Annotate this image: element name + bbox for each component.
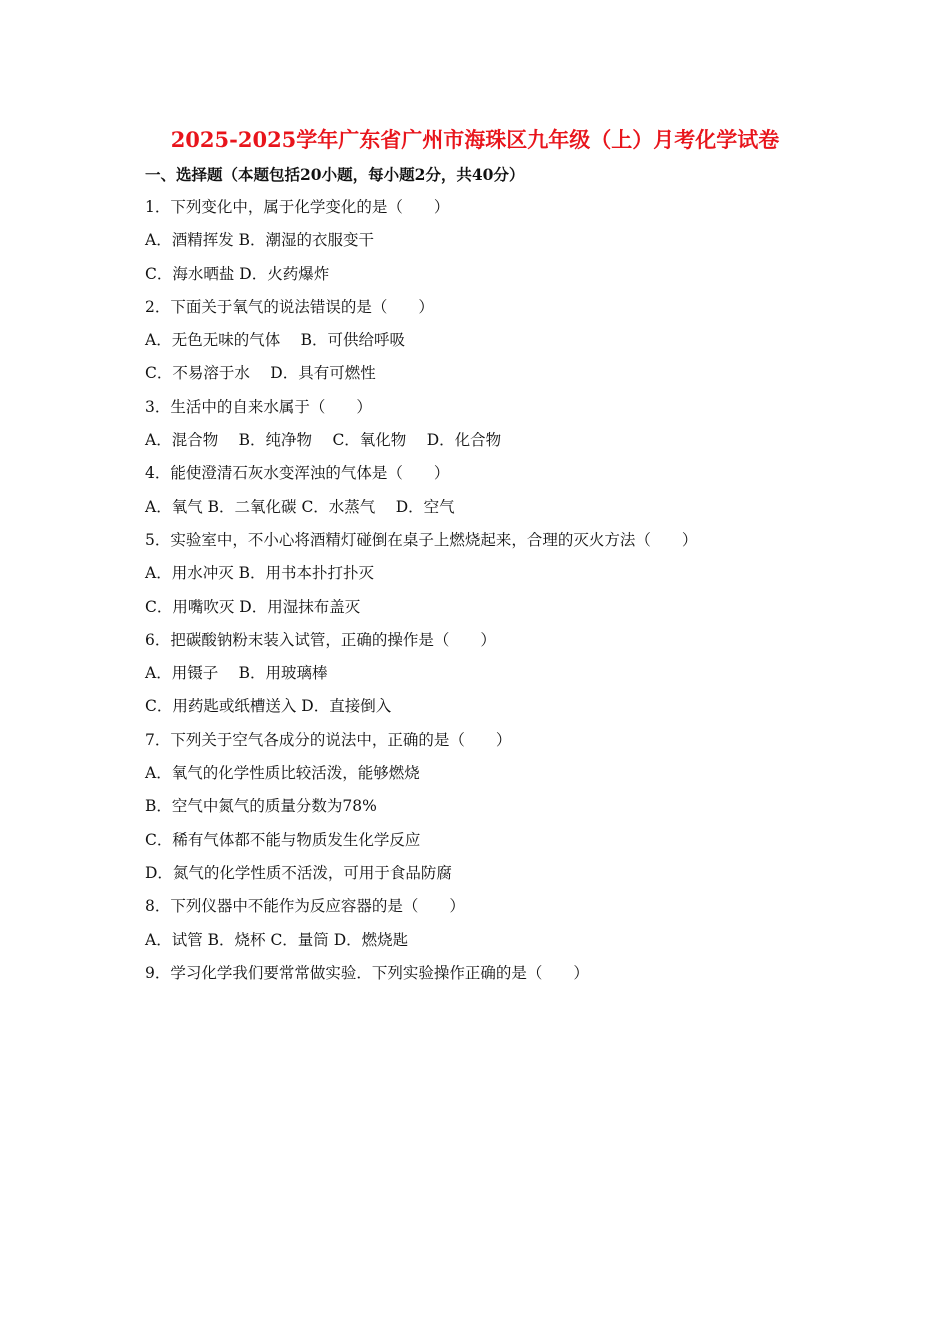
question-5-options-cd: C．用嘴吹灭 D．用湿抹布盖灭 xyxy=(145,597,361,616)
question-1-options-cd: C．海水晒盐 D．火药爆炸 xyxy=(145,264,330,283)
question-7-option-d: D．氮气的化学性质不活泼，可用于食品防腐 xyxy=(145,863,452,882)
section-heading: 一、选择题（本题包括20小题，每小题2分，共40分） xyxy=(145,165,525,184)
question-2: 2．下面关于氧气的说法错误的是（ ） xyxy=(145,297,434,316)
question-1-options-ab: A．酒精挥发 B．潮湿的衣服变干 xyxy=(145,231,375,250)
question-5-options-ab: A．用水冲灭 B．用书本扑打扑灭 xyxy=(145,564,375,583)
question-5: 5．实验室中，不小心将酒精灯碰倒在桌子上燃烧起来，合理的灭火方法（ ） xyxy=(145,530,698,549)
question-7: 7．下列关于空气各成分的说法中，正确的是（ ） xyxy=(145,730,512,749)
question-4: 4．能使澄清石灰水变浑浊的气体是（ ） xyxy=(145,464,450,483)
question-9: 9．学习化学我们要常常做实验．下列实验操作正确的是（ ） xyxy=(145,963,589,982)
question-3: 3．生活中的自来水属于（ ） xyxy=(145,397,372,416)
page-title: 2025-2025学年广东省广州市海珠区九年级（上）月考化学试卷 xyxy=(170,127,780,152)
question-8: 8．下列仪器中不能作为反应容器的是（ ） xyxy=(145,897,465,916)
question-7-option-b: B．空气中氮气的质量分数为78% xyxy=(145,797,377,816)
question-6-options-ab: A．用镊子 B．用玻璃棒 xyxy=(145,664,328,683)
question-list xyxy=(145,196,697,995)
question-4-options: A．氧气 B．二氧化碳 C．水蒸气 D．空气 xyxy=(145,497,455,516)
question-7-option-c: C．稀有气体都不能与物质发生化学反应 xyxy=(145,830,421,849)
question-6: 6．把碳酸钠粉末装入试管，正确的操作是（ ） xyxy=(145,630,496,649)
question-7-option-a: A．氧气的化学性质比较活泼，能够燃烧 xyxy=(145,764,420,783)
question-3-options: A．混合物 B．纯净物 C．氧化物 D．化合物 xyxy=(145,431,502,450)
question-1: 1．下列变化中，属于化学变化的是（ ） xyxy=(145,198,450,216)
question-8-options: A．试管 B．烧杯 C．量筒 D．燃烧匙 xyxy=(145,930,409,949)
question-2-options-ab: A．无色无味的气体 B．可供给呼吸 xyxy=(145,331,406,350)
question-6-options-cd: C．用药匙或纸槽送入 D．直接倒入 xyxy=(145,697,392,716)
question-2-options-cd: C．不易溶于水 D．具有可燃性 xyxy=(145,364,376,383)
